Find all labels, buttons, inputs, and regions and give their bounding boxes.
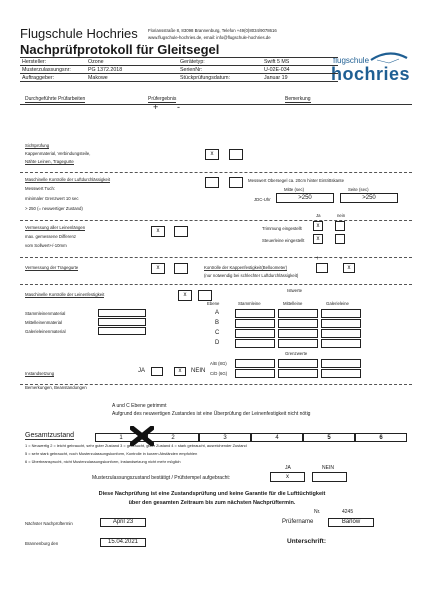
condition-4[interactable]: 4	[251, 433, 303, 442]
lines-minus-checkbox[interactable]	[198, 290, 212, 301]
trim-nein-checkbox[interactable]	[335, 221, 345, 231]
address: Floriansstraße 8, 83098 Brannenburg, Telefon +49(0)8034/9078616	[148, 28, 277, 33]
confirm-ja-checkbox[interactable]: x	[270, 472, 305, 482]
level-b: B	[215, 320, 220, 326]
repair-remarks-label: Bemerkungen, Beanstandungen	[25, 385, 87, 390]
level-a: A	[215, 310, 220, 316]
nr-value: 4245	[342, 509, 354, 515]
notice-line2: über den gesamten Zeitraum bis zum nächsten Nachprüftermin.	[128, 500, 296, 506]
condition-5[interactable]: 5	[303, 433, 355, 442]
condition-3[interactable]: 3	[199, 433, 251, 442]
grid-b-mid[interactable]	[278, 319, 318, 328]
repair-ja-checkbox[interactable]	[151, 367, 163, 376]
grid-c-gal[interactable]	[321, 329, 361, 338]
value-check-date: Januar 19	[262, 74, 338, 82]
lines-stem-label: Stammleine	[238, 301, 261, 306]
repair-ja-label: JA	[138, 368, 146, 374]
visual-title: Sichtprüfung	[25, 143, 50, 148]
lines-gallery-label: Galerieleine	[326, 301, 349, 306]
porosity-title: Maschinelle Kontrolle der Luftdurchlässigkeit	[25, 177, 111, 182]
porosity-location: Messwert Obersegel ca. 20cm hinter Eintrittskante	[248, 178, 345, 183]
date-field[interactable]: 15.04.2021	[100, 538, 146, 547]
notice-line1: Diese Nachprüfung ist eine Zustandsprüfung und keine Garantie für die Lufttüchtigkeit	[98, 491, 326, 497]
visual-minus-checkbox[interactable]	[229, 149, 243, 160]
value-manufacturer: Ozone	[86, 58, 178, 66]
repair-title: Instandsetzung	[25, 371, 55, 376]
confirm-nein-label: NEIN	[322, 465, 334, 471]
limit-cd-mid[interactable]	[278, 369, 318, 378]
school-name: Flugschule Hochries	[20, 26, 138, 41]
grid-d-stem[interactable]	[235, 339, 275, 348]
remark-line2: Aufgrund des neuwertigen Zustandes ist eine Überprüfung der Leinenfestigkeit nicht nötig	[112, 411, 311, 417]
mid-material-label: Mittelleinenmaterial	[25, 320, 63, 325]
logo-top: flugschule	[333, 56, 370, 65]
grid-c-mid[interactable]	[278, 329, 318, 338]
gal-material-field[interactable]	[98, 327, 146, 335]
strength-plus-label: +	[316, 256, 320, 262]
grid-c-stem[interactable]	[235, 329, 275, 338]
visual-line2: Nähte Leinen, Tragegurte	[25, 159, 74, 164]
trim-nein-label: nein	[337, 213, 346, 218]
level-d: D	[215, 340, 220, 346]
condition-legend2: 5 = sehr stark gebraucht, noch Musterzulassungskonform, Kontrolle in kurzen Abständen empfohlen	[25, 451, 198, 456]
repair-nein-label: NEIN	[191, 368, 206, 374]
trim-label: Trimmung eingestellt	[262, 226, 302, 231]
linelength-diff: max. gemessene Differenz	[25, 234, 77, 239]
col-checks: Durchgeführte Prüfarbeiten	[25, 96, 86, 102]
label-serial: SerienNr:	[178, 66, 262, 74]
paraglider-icon	[369, 50, 409, 64]
trim-ja-label: Ja	[316, 213, 321, 218]
examiner-field[interactable]: Barlow	[328, 518, 374, 527]
condition-legend3: 6 = Überbeansprucht, nicht Musterzulassungskonform, Instandsetzung nicht mehr möglich	[25, 459, 181, 464]
confirm-nein-checkbox[interactable]	[312, 472, 347, 482]
linelength-target: vom Sollwert+/-10mm	[25, 243, 67, 248]
lines-middle-label: Mittelleine	[283, 301, 303, 306]
minus-label: -	[177, 102, 180, 112]
strength-minus-label: -	[340, 256, 342, 262]
limit-cd-stem[interactable]	[235, 369, 275, 378]
info-row	[20, 74, 338, 82]
limit-ab-label: A/B (8G)	[210, 361, 227, 366]
col-remarks: Bemerkung	[285, 96, 311, 102]
repair-nein-checkbox[interactable]: x	[174, 367, 186, 376]
value-client: Makowe	[86, 74, 178, 82]
grid-a-gal[interactable]	[321, 309, 361, 318]
grid-d-mid[interactable]	[278, 339, 318, 348]
grid-b-gal[interactable]	[321, 319, 361, 328]
strength-sub: (nur notwendig bei schlechter Luftdurchlässigkeit)	[204, 273, 299, 278]
info-row	[20, 58, 338, 66]
value-type: Swift 5 MS	[262, 58, 338, 66]
limit-label: Grenzwerte	[285, 351, 308, 356]
confirm-label: Musterzulassungszustand bestätigt / Prüfstempel aufgebracht:	[92, 475, 231, 481]
lines-plus-checkbox[interactable]: x	[178, 290, 192, 301]
stem-material-field[interactable]	[98, 309, 146, 317]
condition-legend1: 1 = Neuwertig 2 = leicht gebraucht, sehr guter Zustand 3 = gebraucht, guter Zustand 4 = stark gebraucht, ausreichender Zustand	[25, 443, 247, 448]
limit-cd-label: C/D (6G)	[210, 371, 228, 376]
examiner-label: Prüfername	[282, 519, 314, 525]
logo	[333, 50, 415, 90]
page-title: Nachprüfprotokoll für Gleitsegel	[20, 42, 220, 57]
grid-a-stem[interactable]	[235, 309, 275, 318]
logo-main: hochries	[331, 64, 411, 84]
remark-line1: A und C Ebene getrimmt	[112, 403, 167, 409]
grid-a-mid[interactable]	[278, 309, 318, 318]
next-date-label: Nächster Nachprüftermin	[25, 521, 73, 526]
porosity-plus-checkbox[interactable]	[205, 177, 219, 188]
linelength-plus-checkbox[interactable]: x	[151, 226, 165, 237]
brake-nein-checkbox[interactable]	[335, 234, 345, 244]
plus-label: +	[153, 102, 159, 112]
condition-2[interactable]: 2	[147, 433, 199, 442]
info-table	[20, 57, 338, 82]
label-approval: Musterzulassungsnr:	[20, 66, 86, 74]
porosity-min: minimaler Grenzwert 10 sec	[25, 196, 79, 201]
label-check-date: Stückprüfungsdatum:	[178, 74, 262, 82]
strength-minus-checkbox[interactable]: x	[343, 263, 355, 273]
label-client: Auftraggeber:	[20, 74, 86, 82]
col-result: Prüfergebnis	[148, 96, 177, 102]
label-type: Gerätetyp:	[178, 58, 262, 66]
strength-title: Kontrolle der Kappenfestigkeit(Belloometer)	[204, 265, 288, 270]
limit-ab-mid[interactable]	[278, 359, 318, 368]
brake-label: Steuerleine eingestellt	[262, 238, 305, 243]
grid-d-gal[interactable]	[321, 339, 361, 348]
gal-material-label: Galerieleinenmaterial	[25, 329, 66, 334]
stem-material-label: Stammleinenmaterial	[25, 311, 66, 316]
place-label: Brannenburg den	[25, 541, 59, 546]
label-manufacturer: Hersteller:	[20, 58, 86, 66]
risers-minus-checkbox[interactable]	[174, 263, 188, 274]
risers-title: Vermessung der Tragegurte	[25, 265, 79, 270]
value-serial: U-02E-034	[262, 66, 338, 74]
condition-6[interactable]: 6	[355, 433, 407, 442]
lines-title: Maschinelle Kontrolle der Leinenfestigkeit	[25, 292, 105, 297]
limit-cd-gal[interactable]	[321, 369, 361, 378]
porosity-measured: Messwert Tuch:	[25, 186, 56, 191]
next-date-field[interactable]: April 23	[100, 518, 146, 527]
linelength-minus-checkbox[interactable]	[174, 226, 188, 237]
visual-line1: Kappenmaterial, Verbindungsteile,	[25, 151, 91, 156]
porosity-mid-value[interactable]: >250	[276, 193, 334, 203]
condition-label: Gesamtzustand	[25, 432, 75, 439]
porosity-minus-checkbox[interactable]	[229, 177, 243, 188]
visual-plus-checkbox[interactable]: x	[205, 149, 219, 160]
porosity-device: JDC-Uhr	[254, 197, 271, 202]
linelength-title: Vermessung aller Leinenlängen	[25, 225, 86, 230]
limit-ab-gal[interactable]	[321, 359, 361, 368]
lines-actual-label: Istwerte	[287, 288, 303, 293]
condition-1[interactable]: 1	[95, 433, 147, 442]
mid-material-field[interactable]	[98, 318, 146, 326]
brake-ja-checkbox[interactable]: x	[313, 234, 323, 244]
porosity-side-value[interactable]: >250	[340, 193, 398, 203]
signature-label: Unterschrift:	[287, 538, 327, 545]
lines-level-label: Ebene	[207, 301, 220, 306]
porosity-mid-label: Mitte (sec)	[284, 187, 305, 192]
risers-plus-checkbox[interactable]: x	[151, 263, 165, 274]
web-contact: www.flugschule-hochries.de, email: info@flugschule-hochries.de	[148, 35, 271, 40]
value-approval: PG 1372.2018	[86, 66, 178, 74]
strength-plus-checkbox[interactable]	[316, 263, 328, 273]
confirm-ja-label: JA	[285, 465, 291, 471]
level-c: C	[215, 330, 220, 336]
porosity-above: > 250 (= neuwertiger Zustand)	[25, 206, 83, 211]
trim-ja-checkbox[interactable]: x	[313, 221, 323, 231]
nr-label: Nr.	[314, 509, 321, 515]
info-row	[20, 66, 338, 74]
porosity-side-label: Seite (sec)	[348, 187, 369, 192]
limit-ab-stem[interactable]	[235, 359, 275, 368]
grid-b-stem[interactable]	[235, 319, 275, 328]
